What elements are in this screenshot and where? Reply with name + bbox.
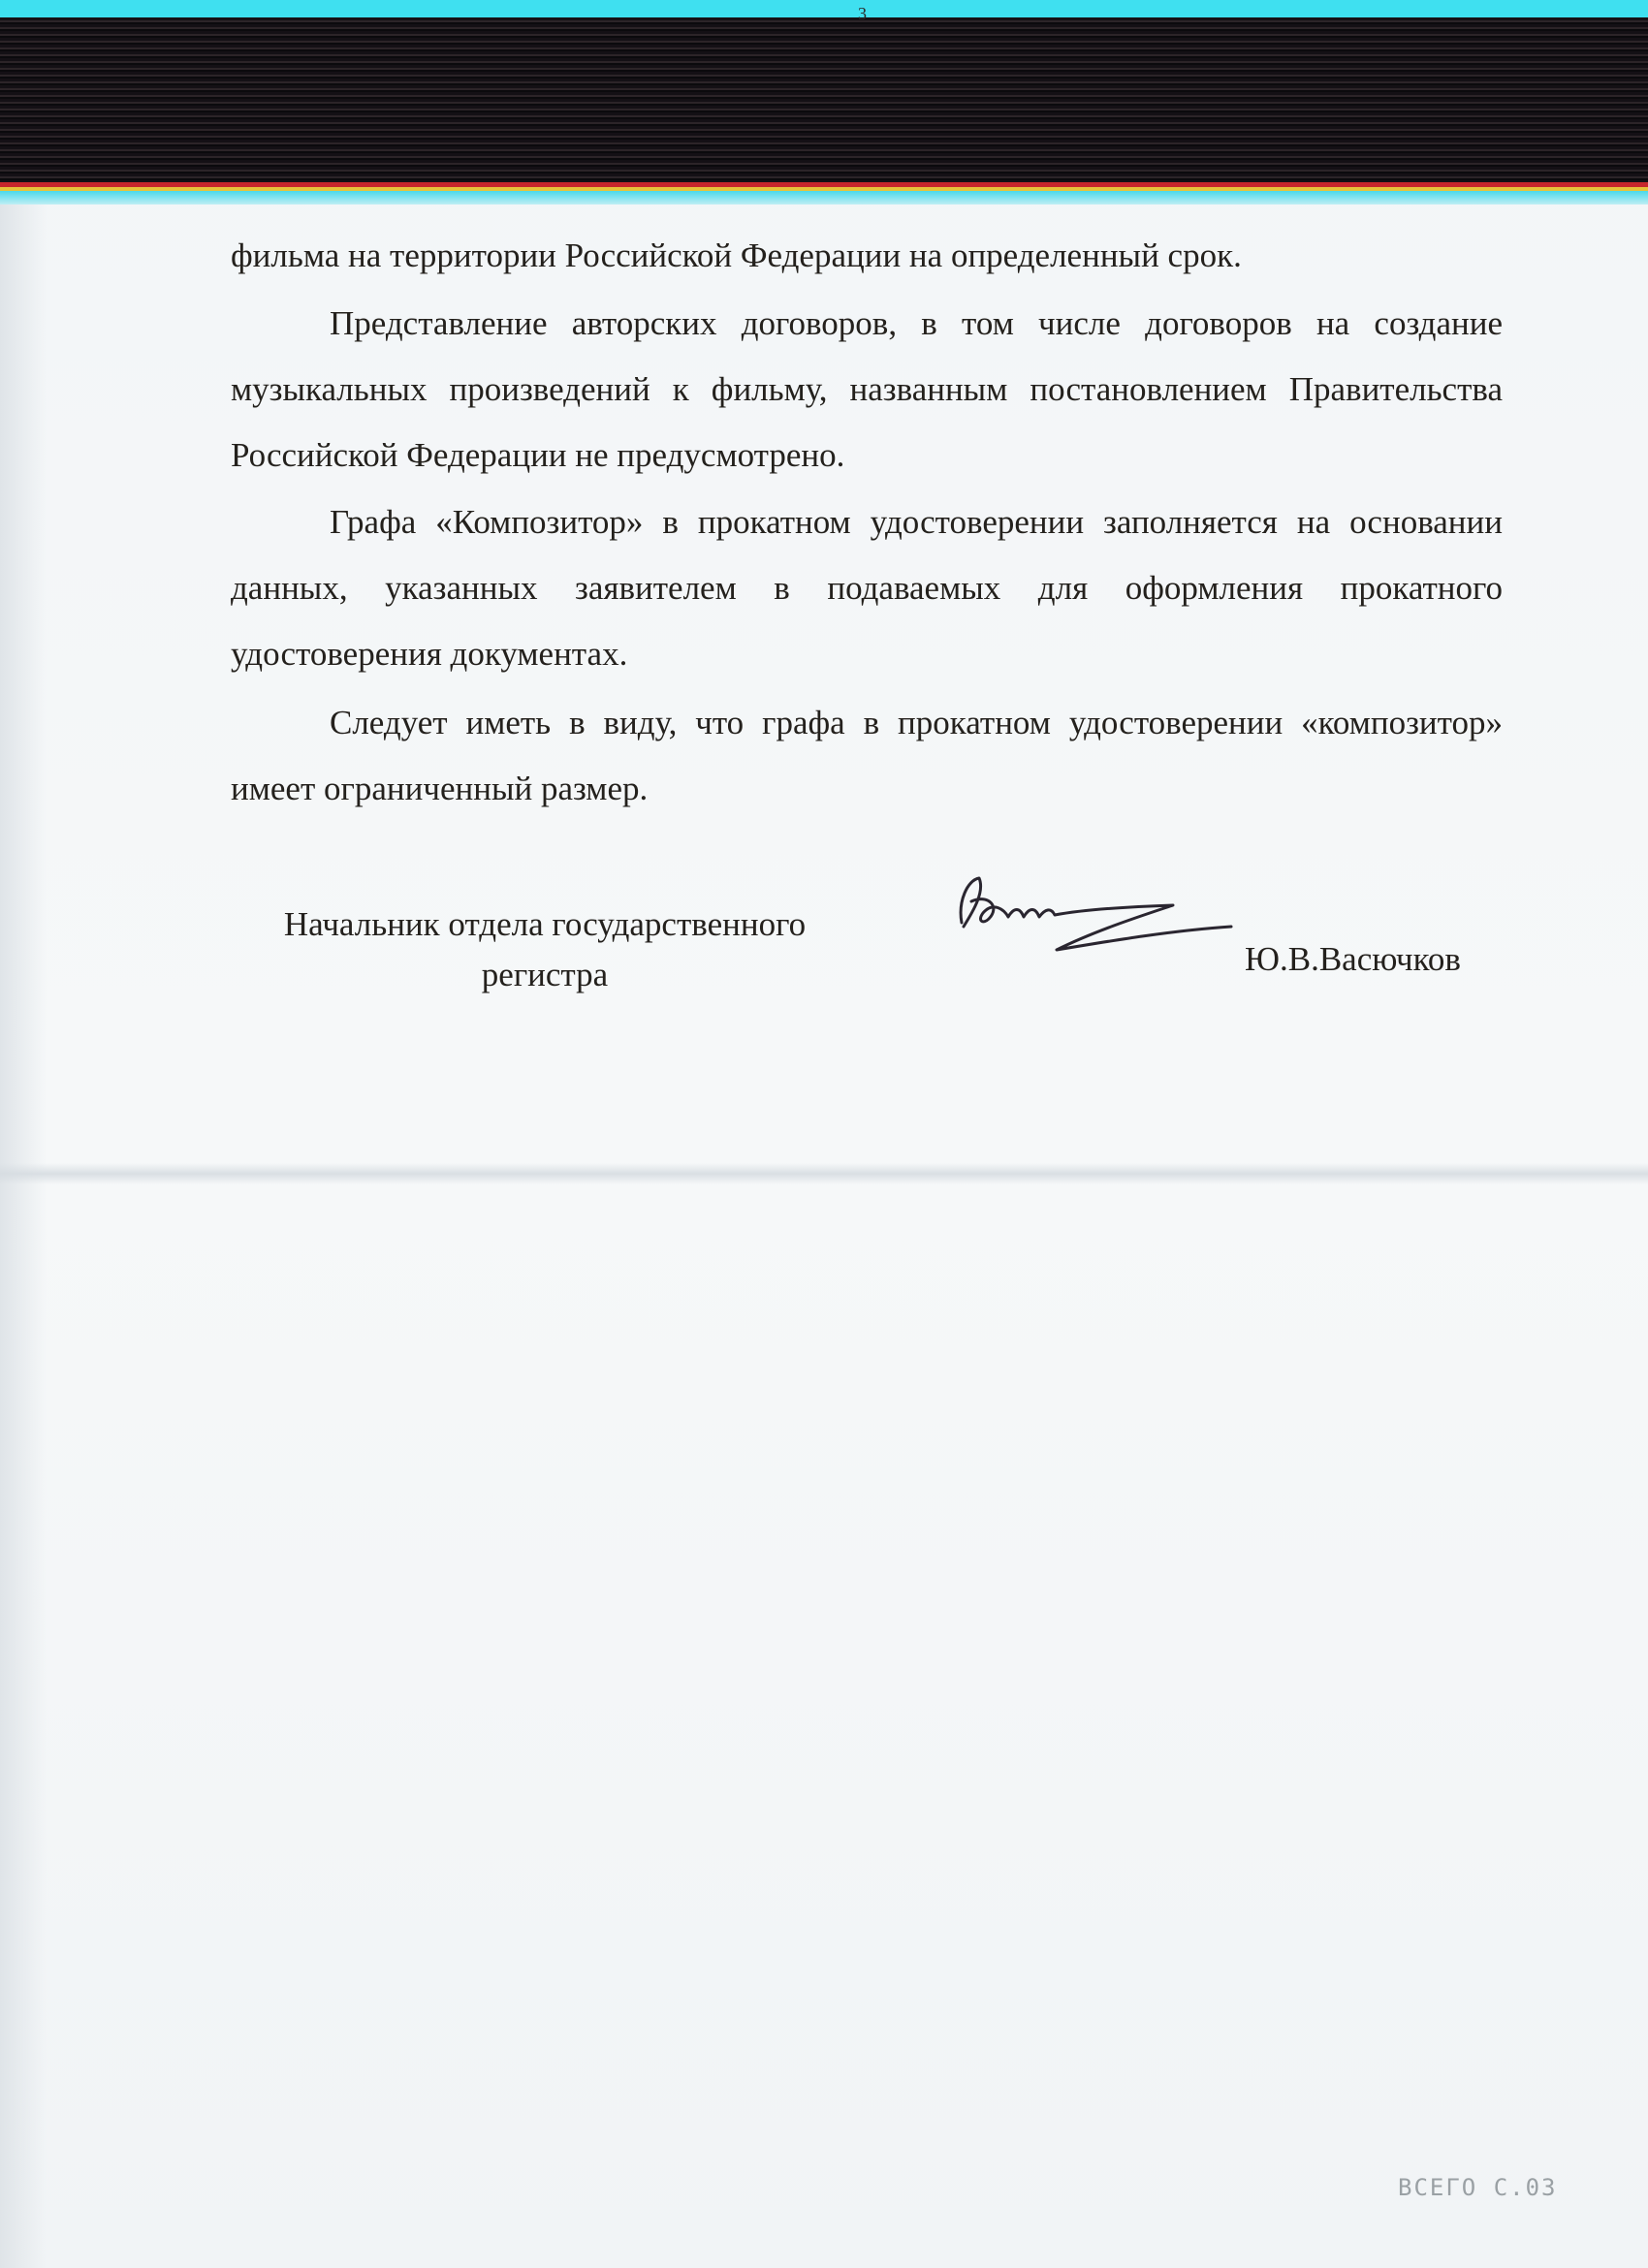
- scan-band-cyan-lower: [0, 191, 1648, 205]
- continued-line: фильма на территории Российской Федерации на определенный срок.: [231, 236, 1242, 274]
- handwritten-signature: [950, 872, 1260, 969]
- paper-fold: [0, 1163, 1648, 1184]
- scan-distortion-band: [0, 0, 1648, 213]
- paragraph-field-size: Следует иметь в виду, что графа в прокатном удостоверении «композитор» имеет ограниченный размер.: [231, 704, 1503, 807]
- signatory-name: Ю.В.Васючков: [1245, 940, 1461, 978]
- paragraph-author-contracts: Представление авторских договоров, в том числе договоров на создание музыкальных произведений к фильму, названным постановлением Правительства Российской Федерации не предусмотрено.: [231, 304, 1503, 474]
- signatory-position: [235, 899, 855, 1000]
- signatory-position-line1: Начальник отдела государственного: [283, 905, 807, 943]
- signatory-position-line2: регистра: [481, 956, 609, 993]
- paragraph-composer-field: Графа «Композитор» в прокатном удостоверении заполняется на основании данных, указанных заявителем в подаваемых для оформления прокатного удостоверения документах.: [231, 503, 1503, 673]
- scan-band-dark: [0, 17, 1648, 184]
- fax-footer-code: ВСЕГО С.03: [1398, 2174, 1558, 2201]
- page-number: 3: [858, 4, 867, 23]
